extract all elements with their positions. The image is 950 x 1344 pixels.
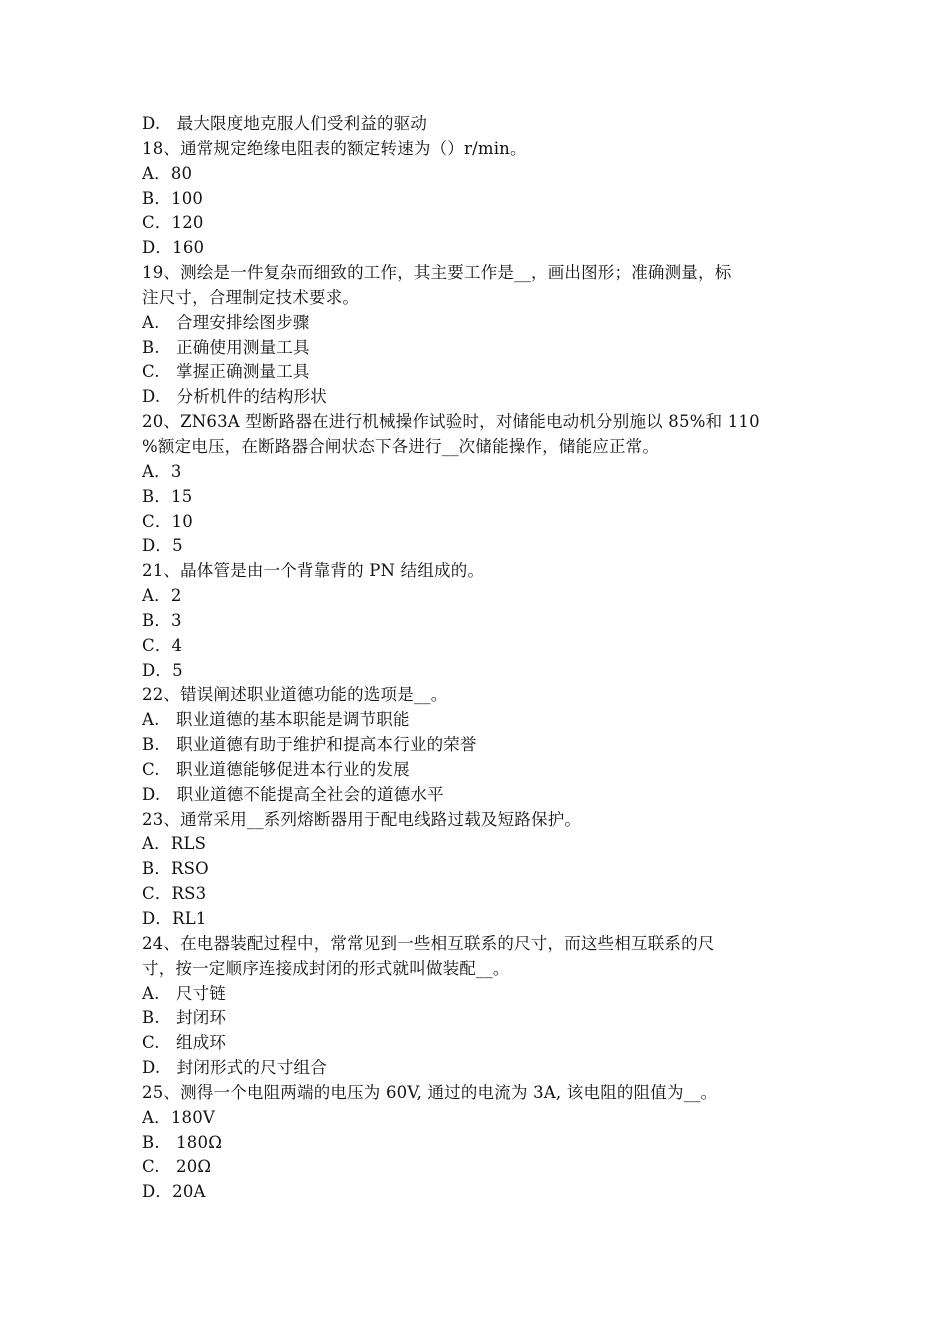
text-line: %额定电压，在断路器合闸状态下各进行__次储能操作，储能应正常。 <box>142 436 660 456</box>
text-line: A. 尺寸链 <box>142 983 226 1003</box>
text-line: 18、通常规定绝缘电阻表的额定转速为（）r/min。 <box>142 138 527 158</box>
text-line: C．RS3 <box>142 884 207 904</box>
text-line: 23、通常采用__系列熔断器用于配电线路过载及短路保护。 <box>142 809 582 829</box>
text-line: 19、测绘是一件复杂而细致的工作，其主要工作是__，画出图形；准确测量，标 <box>142 263 732 283</box>
text-line: C. 掌握正确测量工具 <box>142 362 310 382</box>
text-line: 25、测得一个电阻两端的电压为 60V, 通过的电流为 3A, 该电阻的阻值为__。 <box>142 1082 718 1102</box>
text-line: B. 正确使用测量工具 <box>142 337 310 357</box>
text-line: B. 职业道德有助于维护和提高本行业的荣誉 <box>142 735 477 755</box>
text-line: C. 20Ω <box>142 1157 212 1177</box>
question-text-block <box>142 112 812 1205</box>
text-line: A. 合理安排绘图步骤 <box>142 312 310 332</box>
text-line: D．RL1 <box>142 909 207 928</box>
text-line: C．120 <box>142 213 204 233</box>
text-line: C．4 <box>142 635 183 655</box>
text-line: C. 组成环 <box>142 1033 227 1053</box>
text-line: C．10 <box>142 511 193 531</box>
text-line: D．5 <box>142 536 183 556</box>
text-line: B．3 <box>142 610 182 630</box>
text-line: D．5 <box>142 660 183 680</box>
text-line: D．160 <box>142 238 205 258</box>
text-line: D. 职业道德不能提高全社会的道德水平 <box>142 784 444 804</box>
text-line: 20、ZN63A 型断路器在进行机械操作试验时，对储能电动机分别施以 85%和 110 <box>142 412 760 432</box>
text-line: A．80 <box>142 163 193 183</box>
text-line: A．180V <box>142 1107 216 1127</box>
text-line: 22、错误阐述职业道德功能的选项是__。 <box>142 685 448 705</box>
text-line: A．2 <box>142 586 182 606</box>
text-line: A. 职业道德的基本职能是调节职能 <box>142 710 410 730</box>
text-line: D. 分析机件的结构形状 <box>142 387 327 407</box>
text-line: B. 180Ω <box>142 1132 223 1152</box>
text-line: 24、在电器装配过程中，常常见到一些相互联系的尺寸，而这些相互联系的尺 <box>142 933 715 953</box>
text-line: D. 最大限度地克服人们受利益的驱动 <box>142 114 428 133</box>
text-line: A．3 <box>142 461 182 481</box>
text-line: B. 封闭环 <box>142 1008 227 1028</box>
text-line: B．100 <box>142 188 204 208</box>
text-line: D．20A <box>142 1182 206 1202</box>
text-line: B．15 <box>142 486 193 506</box>
text-line: A．RLS <box>142 834 207 854</box>
text-line: 寸，按一定顺序连接成封闭的形式就叫做装配__。 <box>142 958 510 978</box>
text-line: B．RSO <box>142 859 209 879</box>
text-line: 注尺寸，合理制定技术要求。 <box>142 287 360 307</box>
text-line: 21、晶体管是由一个背靠背的 PN 结组成的。 <box>142 561 485 581</box>
text-line: C. 职业道德能够促进本行业的发展 <box>142 759 410 779</box>
text-line: D. 封闭形式的尺寸组合 <box>142 1058 327 1078</box>
